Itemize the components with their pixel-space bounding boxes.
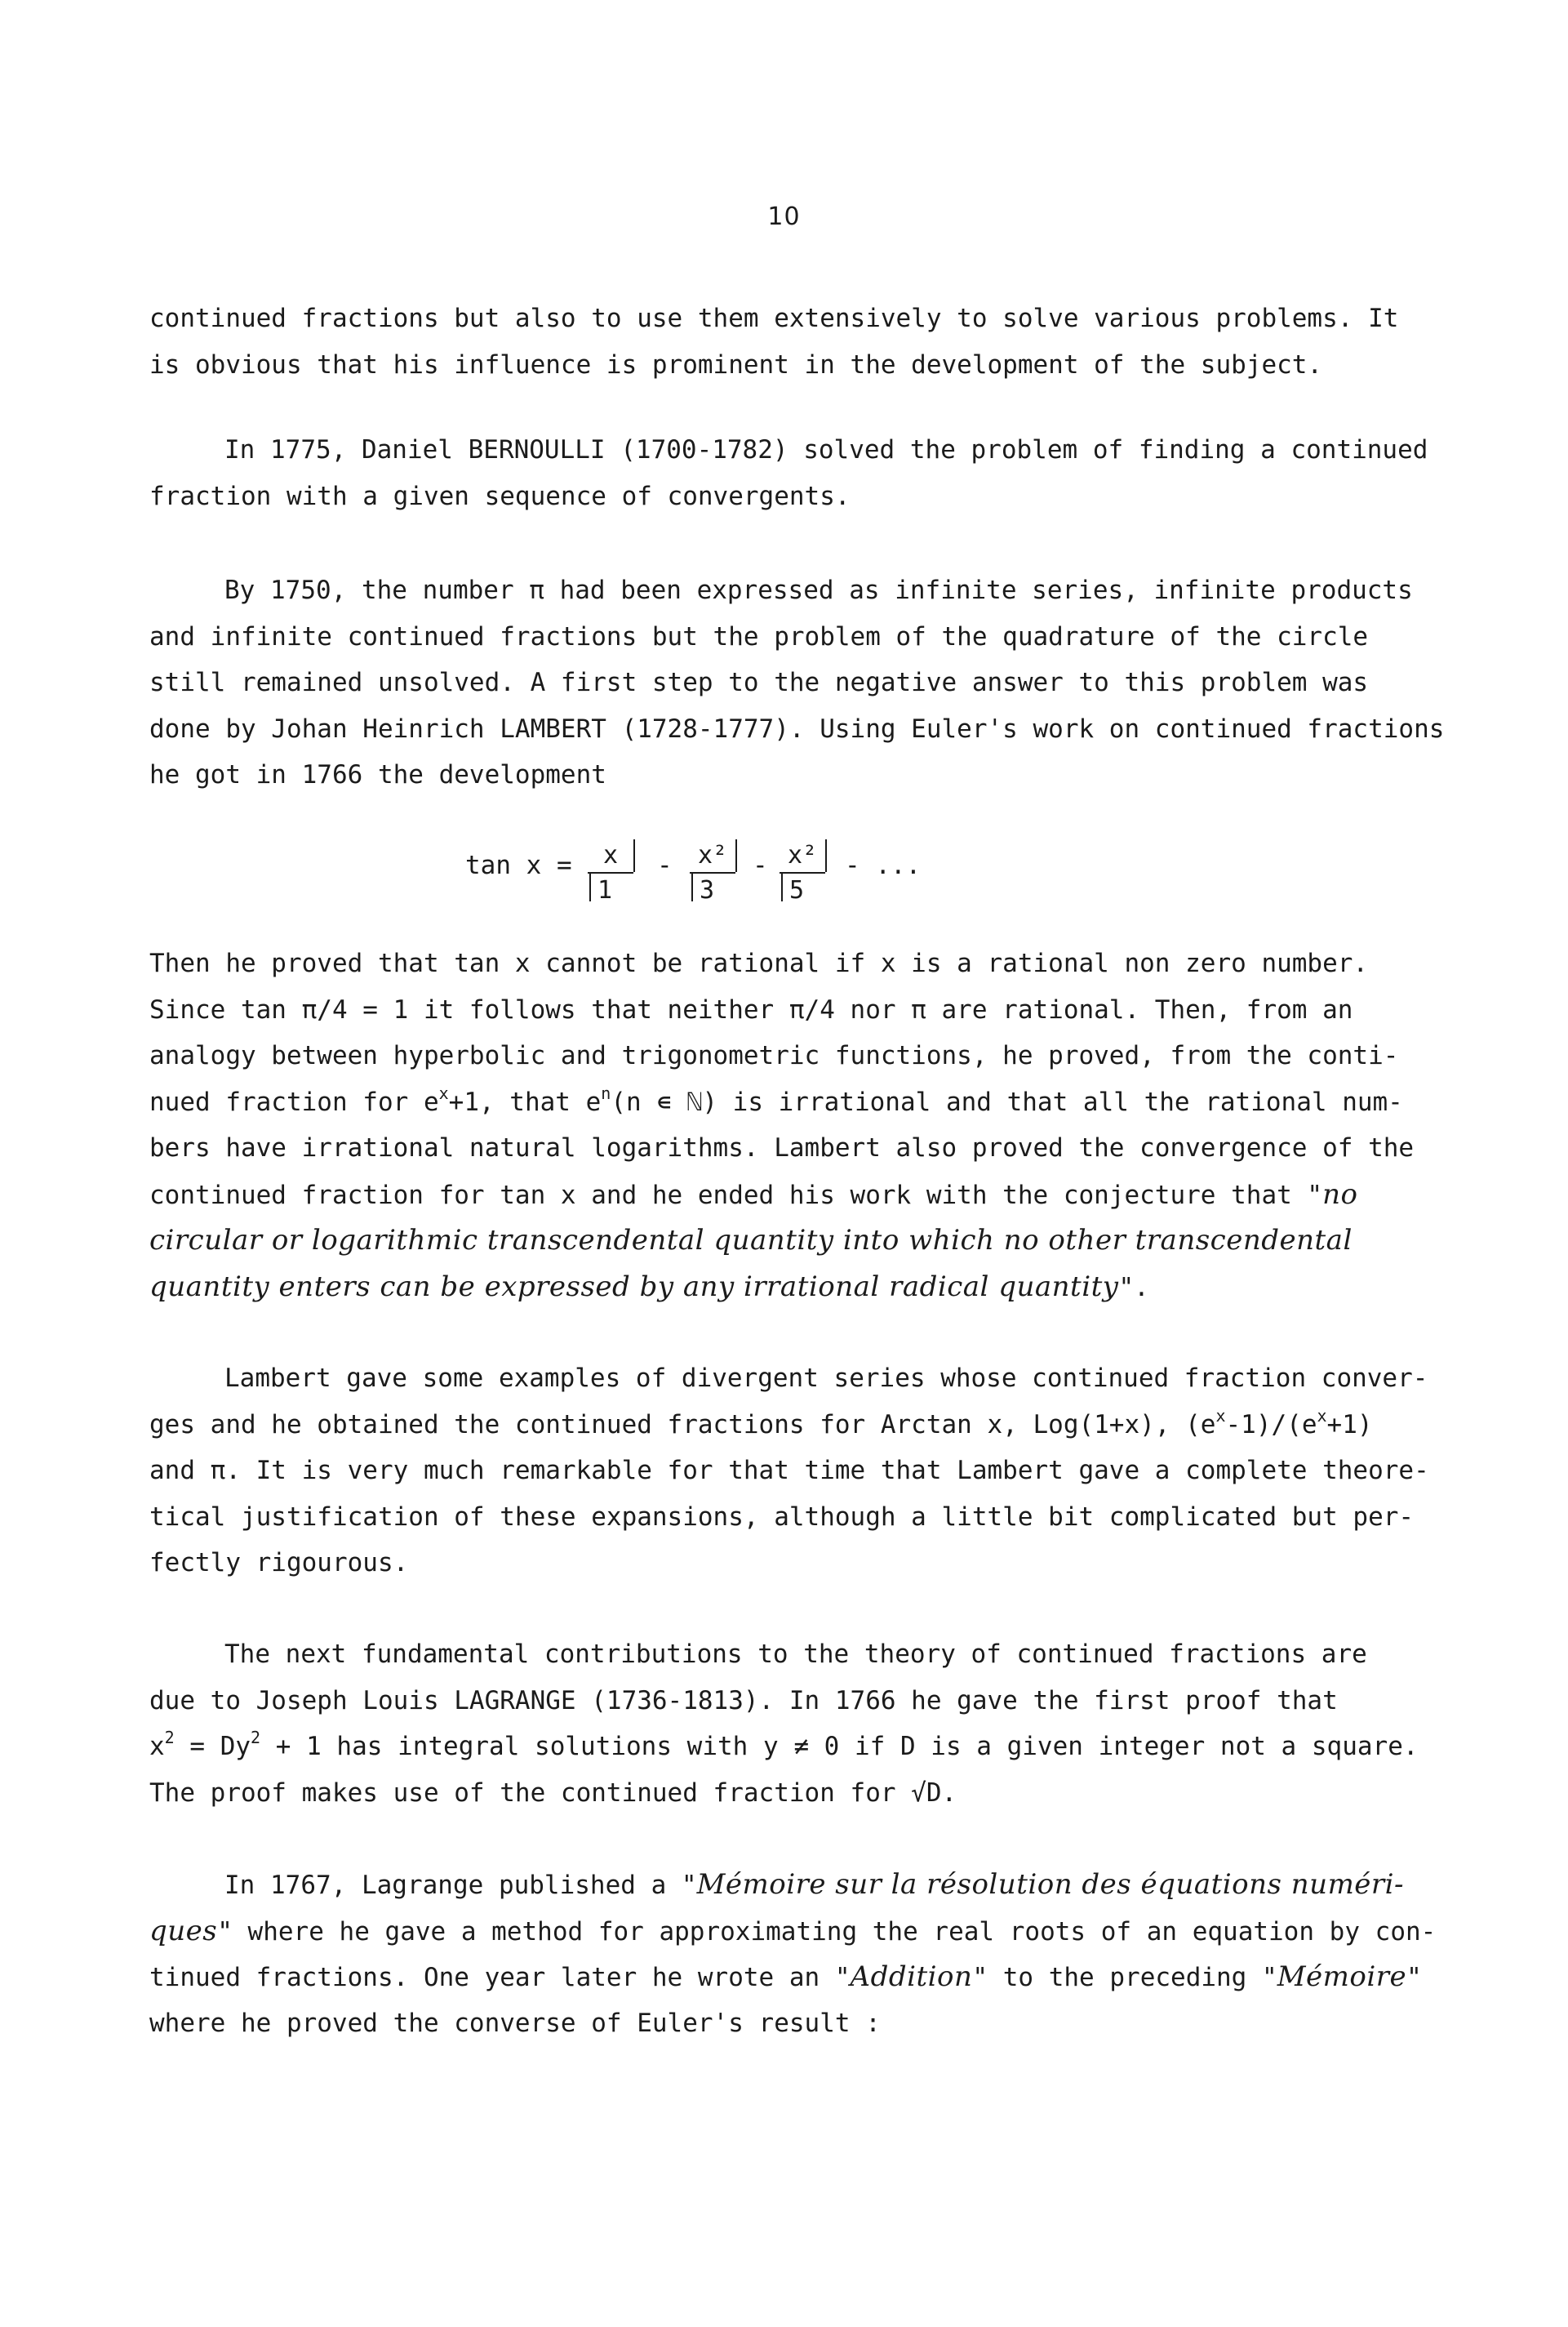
text-line: In 1767, Lagrange published a "Mémoire sur la résolution des équations numéri- [224, 1868, 1405, 1901]
text-line: continued fraction for tan x and he ended his work with the conjecture that "no [149, 1177, 1358, 1211]
text-line: he got in 1766 the development [149, 760, 606, 790]
paragraph-1 [149, 296, 1455, 388]
text-line: ges and he obtained the continued fractions for Arctan x, Log(1+x), $(e^x-1)/(e^x+1)$ [149, 1405, 1373, 1439]
title-italic: Mémoire sur la résolution des équations numéri- [696, 1868, 1405, 1901]
fraction-denominator: 3 [691, 874, 737, 905]
quotation-italic: circular or logarithmic transcendental quantity into which no other transcendental [149, 1224, 1353, 1257]
text-line: Lambert gave some examples of divergent series whose continued fraction conver- [224, 1364, 1428, 1393]
text-line: fectly rigourous. [149, 1548, 409, 1577]
quotation-italic: no [1322, 1177, 1358, 1211]
paragraph-7 [149, 1862, 1455, 2046]
minus-sign: - [753, 851, 768, 880]
fraction-numerator: x [602, 841, 619, 870]
text-line: quantity enters can be expressed by any irrational radical quantity". [149, 1270, 1149, 1303]
text-line: and infinite continued fractions but the problem of the quadrature of the circle [149, 621, 1369, 652]
formula-tail: - ... [845, 851, 922, 880]
text-line: nued fraction for $e^x+1$, that $e^n(n$ ∊ ℕ) is irrational and that all the rational num- [149, 1083, 1403, 1117]
title-italic: Mémoire [1277, 1960, 1407, 1993]
text-line: is obvious that his influence is prominent in the development of the subject. [149, 349, 1323, 380]
paragraph-2 [149, 427, 1455, 519]
fraction-bar [633, 839, 635, 872]
fraction-term-3 [780, 833, 837, 914]
paragraph-5 [149, 1355, 1455, 1586]
text-line: analogy between hyperbolic and trigonometric functions, he proved, from the conti- [149, 1041, 1399, 1070]
text-line: Since tan π/4 = 1 it follows that neither π/4 nor π are rational. Then, from an [149, 994, 1353, 1025]
formula-lhs: tan x = [465, 851, 572, 880]
quotation-italic: quantity enters can be expressed by any irrational radical quantity [149, 1270, 1119, 1303]
fraction-denominator: 1 [589, 874, 635, 905]
paragraph-6 [149, 1631, 1455, 1816]
text-line: tinued fractions. One year later he wrote an "Addition" to the preceding "Mémoire" [149, 1960, 1422, 1993]
text-line: The next fundamental contributions to the theory of continued fractions are [224, 1640, 1367, 1669]
text-line: continued fractions but also to use them extensively to solve various problems. It [149, 304, 1399, 333]
minus-sign: - [657, 851, 673, 880]
text-line: Then he proved that tan x cannot be rational if x is a rational non zero number. [149, 949, 1369, 978]
text-line: done by Johan Heinrich LAMBERT (1728-1777). Using Euler's work on continued fractions [149, 714, 1445, 744]
paragraph-4 [149, 941, 1455, 1310]
title-italic: Addition [850, 1960, 973, 1993]
fraction-numerator: x² [787, 841, 818, 870]
text-line: still remained unsolved. A first step to the negative answer to this problem was [149, 668, 1369, 697]
fraction-term-2 [690, 833, 747, 914]
fraction-term-1 [588, 833, 645, 914]
text-line: By 1750, the number π had been expressed as infinite series, infinite products [224, 576, 1413, 605]
fraction-numerator: x² [697, 841, 728, 870]
text-line: due to Joseph Louis LAGRANGE (1736-1813). In 1766 he gave the first proof that [149, 1685, 1338, 1715]
fraction-bar [735, 839, 737, 872]
text-line: $x^2 = Dy^2 + 1$ has integral solutions with y ≠ 0 if D is a given integer not a square. [149, 1728, 1419, 1761]
text-line: where he proved the converse of Euler's result : [149, 2008, 881, 2038]
fraction-bar [825, 839, 827, 872]
text-line: and π. It is very much remarkable for that time that Lambert gave a complete theore- [149, 1456, 1429, 1485]
fraction-denominator: 5 [781, 874, 827, 905]
continued-fraction-formula [465, 833, 955, 923]
text-line: tical justification of these expansions, although a little bit complicated but per- [149, 1502, 1415, 1532]
page-number: 10 [767, 202, 801, 231]
title-italic: ques [149, 1914, 218, 1947]
text-line: ques" where he gave a method for approximating the real roots of an equation by con- [149, 1914, 1437, 1947]
paragraph-3 [149, 567, 1455, 799]
text-line: The proof makes use of the continued fraction for √D. [149, 1778, 957, 1808]
text-line: bers have irrational natural logarithms. Lambert also proved the convergence of the [149, 1133, 1415, 1163]
text-line: In 1775, Daniel BERNOULLI (1700-1782) solved the problem of finding a continued [224, 435, 1428, 465]
text-line: fraction with a given sequence of convergents. [149, 481, 851, 511]
